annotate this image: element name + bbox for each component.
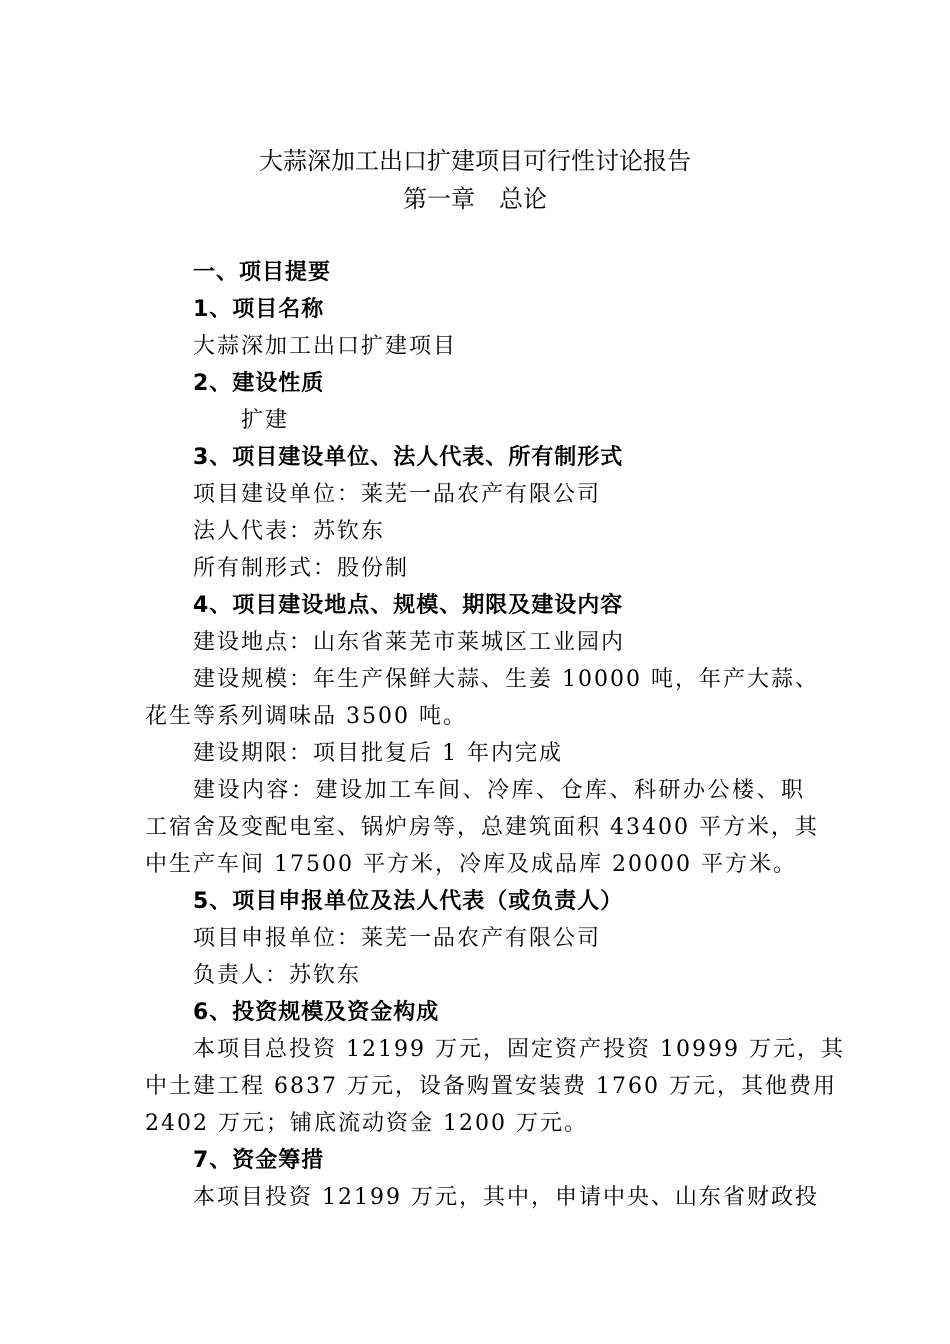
- paragraph: 大蒜深加工出口扩建项目: [193, 334, 458, 359]
- document-title: 大蒜深加工出口扩建项目可行性讨论报告: [259, 147, 691, 175]
- paragraph: 本项目总投资 12199 万元，固定资产投资 10999 万元，其: [193, 1037, 845, 1062]
- paragraph: 建设期限：项目批复后 1 年内完成: [193, 741, 563, 766]
- paragraph: 项目申报单位：莱芜一品农产有限公司: [193, 926, 602, 951]
- paragraph: 中土建工程 6837 万元，设备购置安装费 1760 万元，其他费用: [145, 1074, 837, 1099]
- paragraph: 扩建: [241, 408, 290, 433]
- paragraph: 2402 万元；铺底流动资金 1200 万元。: [145, 1111, 588, 1136]
- paragraph: 法人代表：苏钦东: [193, 519, 386, 544]
- section-heading: 一、项目提要: [193, 260, 332, 285]
- paragraph: 本项目投资 12199 万元，其中，申请中央、山东省财政投: [193, 1185, 819, 1210]
- item-heading-7: 7、资金筹措: [193, 1148, 325, 1173]
- chapter-title: 第一章 总论: [403, 185, 547, 213]
- paragraph: 中生产车间 17500 平方米，冷库及成品库 20000 平方米。: [145, 852, 797, 877]
- item-heading-5: 5、项目申报单位及法人代表（或负责人）: [193, 889, 624, 914]
- paragraph: 项目建设单位：莱芜一品农产有限公司: [193, 482, 602, 507]
- item-heading-3: 3、项目建设单位、法人代表、所有制形式: [193, 445, 624, 470]
- paragraph: 工宿舍及变配电室、锅炉房等，总建筑面积 43400 平方米，其: [145, 815, 819, 840]
- item-heading-4: 4、项目建设地点、规模、期限及建设内容: [193, 593, 624, 618]
- paragraph: 建设内容：建设加工车间、冷库、仓库、科研办公楼、职: [193, 778, 805, 803]
- paragraph: 建设地点：山东省莱芜市莱城区工业园内: [193, 630, 626, 655]
- paragraph: 所有制形式：股份制: [193, 556, 410, 581]
- item-heading-2: 2、建设性质: [193, 371, 325, 396]
- item-heading-6: 6、投资规模及资金构成: [193, 1000, 440, 1025]
- paragraph: 花生等系列调味品 3500 吨。: [145, 704, 467, 729]
- paragraph: 负责人：苏钦东: [193, 963, 362, 988]
- paragraph: 建设规模：年生产保鲜大蒜、生姜 10000 吨，年产大蒜、: [193, 667, 819, 692]
- item-heading-1: 1、项目名称: [193, 297, 325, 322]
